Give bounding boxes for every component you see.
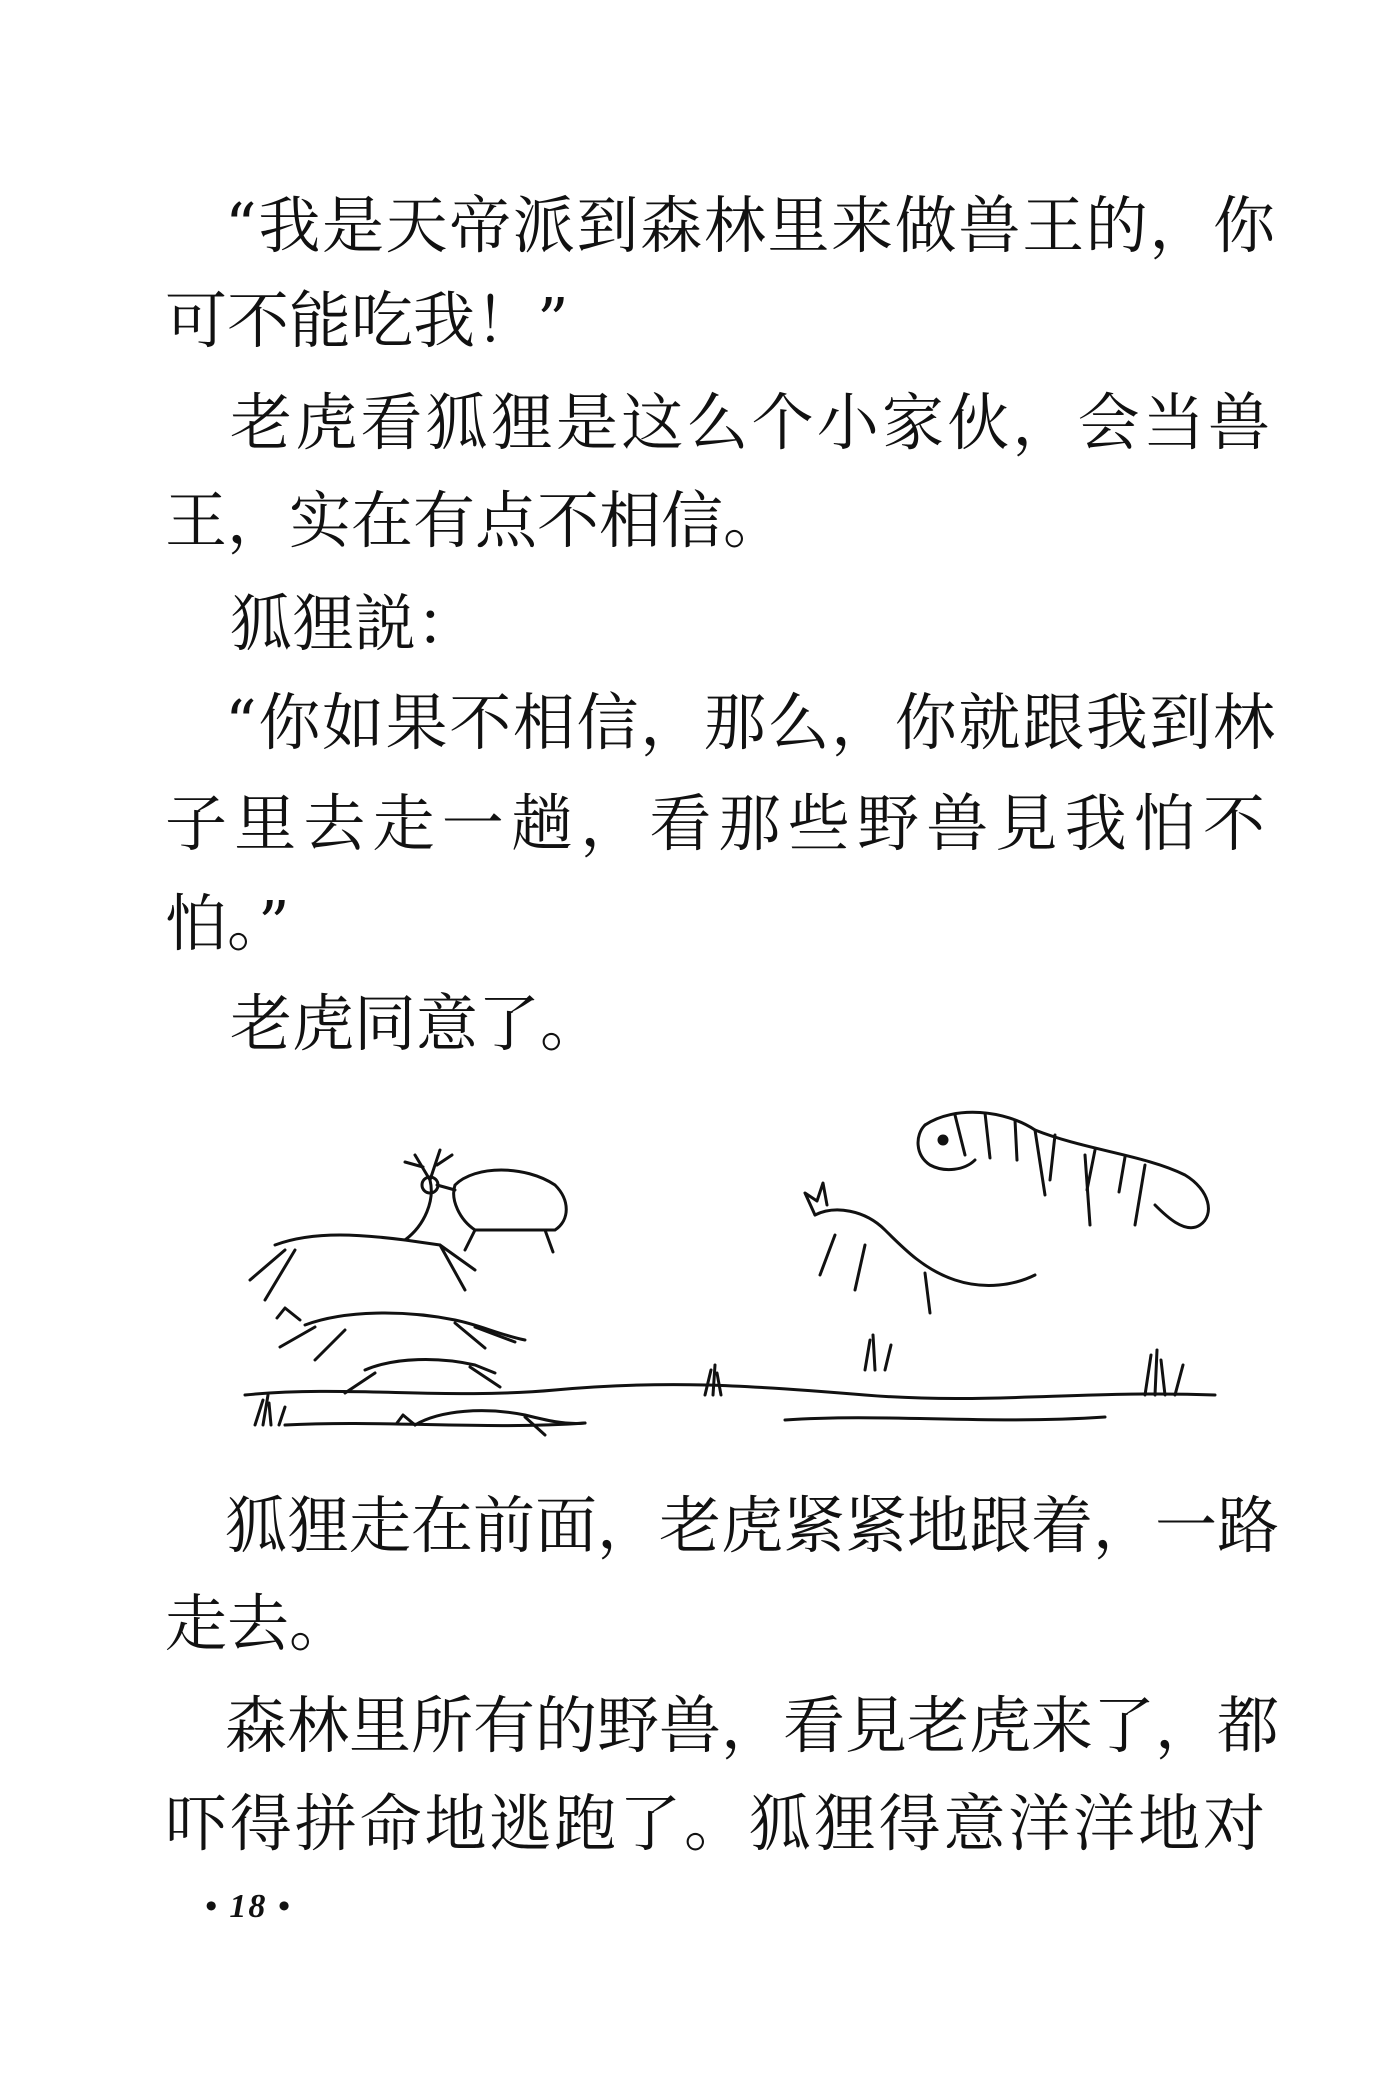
text-line: 狐狸走在前面，老虎紧紧地跟着，一路 bbox=[225, 1489, 1280, 1562]
text-line: 森林里所有的野兽，看見老虎来了，都 bbox=[225, 1689, 1280, 1762]
text-line: “我是天帝派到森林里来做兽王的，你 bbox=[225, 189, 1275, 262]
animals-fleeing-illustration bbox=[225, 1095, 1240, 1455]
text-line: 狐狸説： bbox=[230, 587, 479, 660]
text-line: 子里去走一趟，看那些野兽見我怕不 bbox=[165, 787, 1265, 860]
text-line: 吓得拼命地逃跑了。狐狸得意洋洋地对 bbox=[165, 1787, 1265, 1860]
text-line: 怕。” bbox=[165, 887, 290, 960]
text-line: 可不能吃我！” bbox=[165, 284, 569, 357]
page-number: • 18 • bbox=[205, 1888, 292, 1925]
text-line: 老虎看狐狸是这么个小家伙，会当兽 bbox=[230, 386, 1270, 459]
animals-fleeing-illustration-svg bbox=[225, 1095, 1240, 1455]
text-line: 老虎同意了。 bbox=[230, 987, 603, 1060]
text-line: 王，实在有点不相信。 bbox=[165, 484, 786, 557]
text-line: 走去。 bbox=[165, 1587, 352, 1660]
text-line: “你如果不相信，那么，你就跟我到林 bbox=[225, 686, 1275, 759]
